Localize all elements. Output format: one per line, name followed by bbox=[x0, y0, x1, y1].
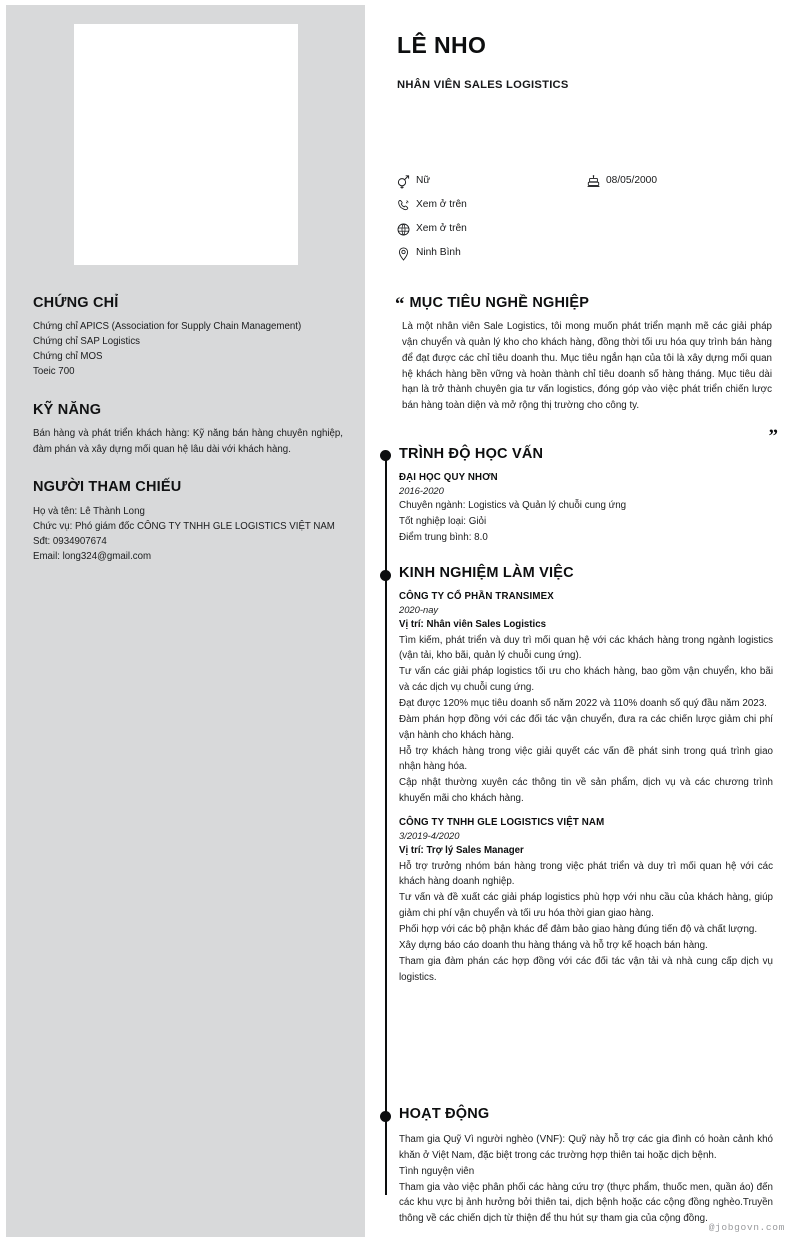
website-value: Xem ở trên bbox=[416, 223, 467, 235]
job-bullet: Đạt được 120% mục tiêu doanh số năm 2022 và 110% doanh số quý đầu năm 2023. bbox=[399, 697, 767, 709]
education-school: ĐẠI HỌC QUY NHƠN bbox=[399, 471, 498, 483]
certificate-item: Chứng chỉ MOS bbox=[33, 351, 103, 363]
activities-heading: HOẠT ĐỘNG bbox=[399, 1106, 490, 1122]
section-experience bbox=[399, 566, 773, 985]
contact-row bbox=[396, 246, 776, 261]
location-pin-icon bbox=[396, 246, 411, 261]
objective-heading: MỤC TIÊU NGHỀ NGHIỆP bbox=[409, 295, 590, 311]
section-activities bbox=[399, 1107, 773, 1227]
reference-item: Họ và tên: Lê Thành Long bbox=[33, 505, 145, 517]
certificate-item: Toeic 700 bbox=[33, 366, 75, 378]
contact-gender bbox=[396, 174, 586, 189]
reference-heading: NGƯỜI THAM CHIẾU bbox=[33, 479, 182, 496]
phone-icon bbox=[396, 198, 411, 213]
job-bullet: Đàm phán hợp đồng với các đối tác vận chuyển, đưa ra các chiến lược giảm chi phí vận hành cho khách hàng. bbox=[399, 713, 773, 741]
education-detail: Điểm trung bình: 8.0 bbox=[399, 531, 488, 543]
experience-job bbox=[399, 591, 773, 807]
education-detail: Tốt nghiệp loại: Giỏi bbox=[399, 515, 487, 527]
contact-row bbox=[396, 174, 776, 189]
watermark: @jobgovn.com bbox=[708, 1222, 785, 1233]
section-education bbox=[399, 447, 773, 546]
job-company: CÔNG TY CỔ PHẦN TRANSIMEX bbox=[399, 590, 554, 602]
certificate-item: Chứng chỉ APICS (Association for Supply Chain Management) bbox=[33, 321, 302, 333]
section-reference bbox=[33, 479, 343, 564]
profile-photo-placeholder bbox=[74, 24, 298, 265]
gender-icon bbox=[396, 174, 411, 189]
job-company: CÔNG TY TNHH GLE LOGISTICS VIỆT NAM bbox=[399, 816, 605, 828]
timeline-dot-experience bbox=[380, 570, 391, 581]
reference-item: Email: long324@gmail.com bbox=[33, 550, 152, 562]
certificate-item: Chứng chỉ SAP Logistics bbox=[33, 336, 141, 348]
job-bullet: Tư vấn và đề xuất các giải pháp logistics phù hợp với nhu cầu của khách hàng, giúp giảm chi phí vận chuyển và tối ưu hóa thời gian giao hàng. bbox=[399, 892, 773, 920]
skills-text: Bán hàng và phát triển khách hàng: Kỹ năng bán hàng chuyên nghiệp, đàm phán và xây dựng mối quan hệ lâu dài với khách hàng. bbox=[33, 427, 343, 455]
activity-item: Tình nguyện viên bbox=[399, 1165, 475, 1177]
job-bullet: Tìm kiếm, phát triển và duy trì mối quan hệ với các khách hàng trong ngành logistics (vận tải, kho bãi, quản lý chuỗi cung ứng). bbox=[399, 634, 773, 662]
job-bullet: Hỗ trợ khách hàng trong việc giải quyết các vấn đề phát sinh trong quá trình giao nhận hàng hóa. bbox=[399, 745, 773, 773]
activity-item: Tham gia Quỹ Vì người nghèo (VNF): Quỹ này hỗ trợ các gia đình có hoàn cảnh khó khăn ở Việt Nam, đặc biệt trong các trường hợp thiên tai hoặc dịch bệnh. bbox=[399, 1133, 773, 1161]
section-certificates bbox=[33, 295, 343, 380]
certificates-heading: CHỨNG CHỈ bbox=[33, 295, 119, 311]
education-heading: TRÌNH ĐỘ HỌC VẤN bbox=[399, 446, 544, 462]
quote-open-icon: “ bbox=[395, 294, 404, 315]
contact-phone bbox=[396, 198, 586, 213]
birthday-cake-icon bbox=[586, 174, 601, 189]
sidebar-content bbox=[33, 295, 343, 583]
job-bullet: Phối hợp với các bộ phận khác để đảm bảo giao hàng đúng tiến độ và chất lượng. bbox=[399, 923, 758, 935]
experience-job bbox=[399, 817, 773, 985]
activity-item: Tham gia vào việc phân phối các hàng cứu trợ (thực phẩm, thuốc men, quần áo) đến các khu vực bị ảnh hưởng bởi thiên tai, dịch bệnh hoặc các cộng đồng nghèo.Truyền thông về các chiến dịch từ thiện để thu hút sự tham gia của cộng đồng. bbox=[399, 1181, 773, 1225]
globe-icon bbox=[396, 222, 411, 237]
timeline-dot-activities bbox=[380, 1111, 391, 1122]
job-title: NHÂN VIÊN SALES LOGISTICS bbox=[397, 79, 569, 91]
contact-address bbox=[396, 246, 586, 261]
job-bullet: Tham gia đàm phán các hợp đồng với các đối tác vận tải và nhà cung cấp dịch vụ logistics. bbox=[399, 955, 773, 983]
job-role: Vị trí: Nhân viên Sales Logistics bbox=[399, 618, 546, 630]
education-date: 2016-2020 bbox=[399, 484, 444, 496]
experience-heading: KINH NGHIỆM LÀM VIỆC bbox=[399, 565, 574, 581]
contact-info bbox=[396, 174, 776, 270]
timeline-dot-education bbox=[380, 450, 391, 461]
skills-heading: KỸ NĂNG bbox=[33, 401, 102, 418]
address-value: Ninh Bình bbox=[416, 247, 461, 259]
contact-birthday bbox=[586, 174, 657, 189]
job-bullet: Cập nhật thường xuyên các thông tin về sản phẩm, dịch vụ và các chương trình khuyến mãi cho khách hàng. bbox=[399, 777, 773, 805]
job-date: 3/2019-4/2020 bbox=[399, 829, 460, 841]
sidebar bbox=[6, 5, 365, 1237]
job-date: 2020-nay bbox=[399, 603, 439, 615]
contact-website bbox=[396, 222, 586, 237]
section-skills bbox=[33, 402, 343, 458]
section-objective bbox=[395, 294, 777, 447]
main-column bbox=[365, 0, 800, 1245]
contact-row bbox=[396, 198, 776, 213]
timeline-axis bbox=[385, 455, 387, 1195]
quote-close-icon: ” bbox=[768, 426, 777, 447]
education-detail: Chuyên ngành: Logistics và Quản lý chuỗi cung ứng bbox=[399, 499, 627, 511]
reference-item: Sđt: 0934907674 bbox=[33, 535, 107, 547]
job-bullet: Xây dựng báo cáo doanh thu hàng tháng và hỗ trợ kế hoạch bán hàng. bbox=[399, 939, 708, 951]
job-bullet: Tư vấn các giải pháp logistics tối ưu cho khách hàng, bao gồm vận chuyển, kho bãi và các dịch vụ chuỗi cung ứng. bbox=[399, 666, 773, 694]
contact-row bbox=[396, 222, 776, 237]
gender-value: Nữ bbox=[416, 175, 431, 187]
job-role: Vị trí: Trợ lý Sales Manager bbox=[399, 845, 524, 856]
page-title: LÊ NHO bbox=[397, 32, 487, 58]
reference-item: Chức vụ: Phó giám đốc CÔNG TY TNHH GLE LOGISTICS VIỆT NAM bbox=[33, 520, 335, 532]
objective-text: Là một nhân viên Sale Logistics, tôi mong muốn phát triển mạnh mẽ các giải pháp vận chuyển và quản lý kho cho khách hàng, đồng thời tối ưu hóa quy trình bán hàng để đạt được các chỉ tiêu doanh thu. Mục tiêu ngắn hạn của tôi là xây dựng mối quan hệ khách hàng bền vững và hoàn thành chỉ tiêu doanh số hàng tháng. Mục tiêu dài hạn là trở thành chuyên gia tư vấn logistics, đóng góp vào việc phát triển chiến lược bán hàng toàn diện và mở rộng thị trường cho công ty. bbox=[402, 321, 772, 412]
birthday-value: 08/05/2000 bbox=[606, 175, 657, 187]
phone-value: Xem ở trên bbox=[416, 199, 467, 211]
job-bullet: Hỗ trợ trưởng nhóm bán hàng trong việc phát triển và duy trì mối quan hệ với các khách hàng doanh nghiệp. bbox=[399, 860, 773, 888]
